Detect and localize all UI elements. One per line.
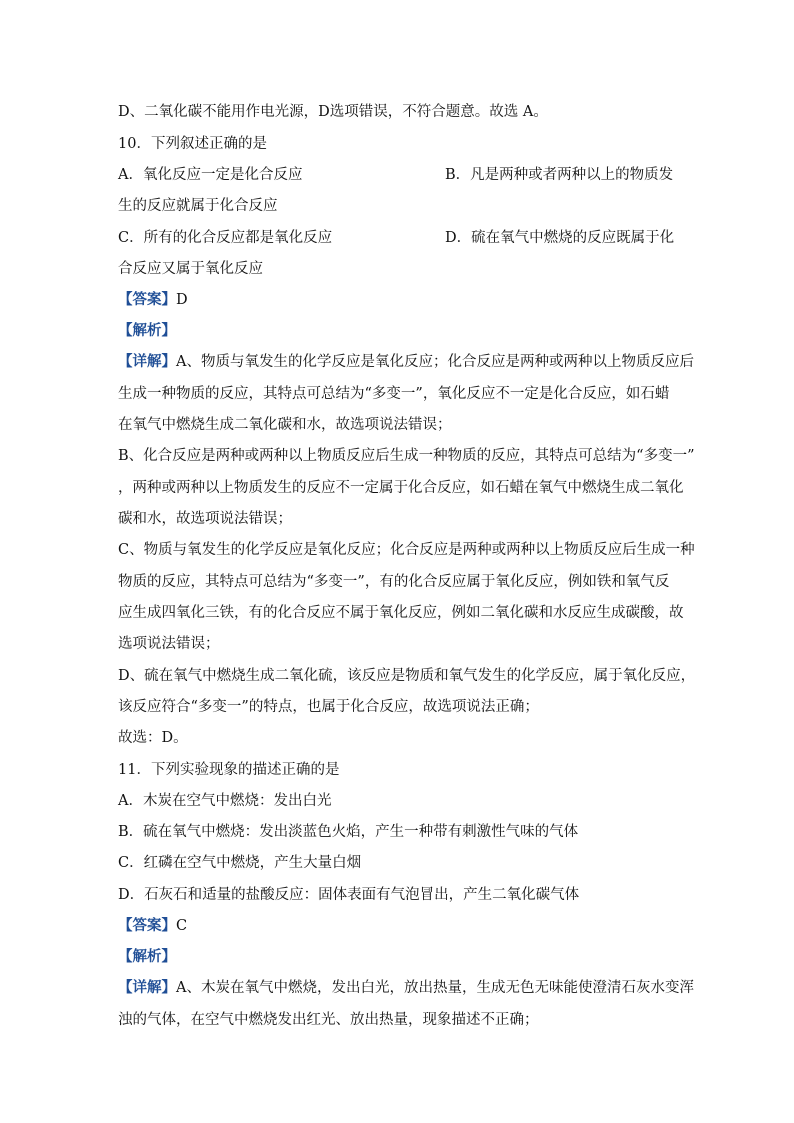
detail-line: 生成一种物质的反应，其特点可总结为“多变一”，氧化反应不一定是化合反应，如石蜡 <box>118 386 670 402</box>
question-11-option-d: D．石灰石和适量的盐酸反应：固体表面有气泡冒出，产生二氧化碳气体 <box>118 887 580 903</box>
answer-line <box>118 916 187 936</box>
detail-line: C、物质与氧发生的化学反应是氧化反应；化合反应是两种或两种以上物质反应后生成一种 <box>118 542 695 558</box>
question-10-option-c: C．所有的化合反应都是氧化反应 <box>118 230 333 246</box>
answer-value: D <box>176 292 188 308</box>
detail-line <box>118 978 694 998</box>
question-10-option-d-cont: 合反应又属于氧化反应 <box>118 261 263 277</box>
detail-label: 【详解】 <box>118 979 176 996</box>
question-10-stem: 10．下列叙述正确的是 <box>118 136 267 152</box>
detail-text: A、物质与氧发生的化学反应是氧化反应；化合反应是两种或两种以上物质反应后 <box>176 354 694 370</box>
answer-label: 【答案】 <box>118 917 176 934</box>
detail-line: 应生成四氧化三铁，有的化合反应不属于氧化反应，例如二氧化碳和水反应生成碳酸，故 <box>118 605 684 621</box>
detail-line: 浊的气体，在空气中燃烧发出红光、放出热量，现象描述不正确； <box>118 1012 539 1028</box>
detail-line: ，两种或两种以上物质发生的反应不一定属于化合反应，如石蜡在氧气中燃烧生成二氧化 <box>118 480 684 496</box>
detail-line: 该反应符合“多变一”的特点，也属于化合反应，故选项说法正确； <box>118 699 539 715</box>
final-answer-line: 故选：D。 <box>118 730 188 746</box>
text-line: D、二氧化碳不能用作电光源，D选项错误，不符合题意。故选 A。 <box>118 104 548 120</box>
answer-label: 【答案】 <box>118 291 176 308</box>
detail-label: 【详解】 <box>118 353 176 370</box>
detail-line: 物质的反应，其特点可总结为“多变一”，有的化合反应属于氧化反应，例如铁和氧气反 <box>118 574 670 590</box>
detail-line <box>118 352 694 372</box>
question-10-option-b: B．凡是两种或者两种以上的物质发 <box>445 167 674 183</box>
detail-line: 在氧气中燃烧生成二氧化碳和水，故选项说法错误； <box>118 417 452 433</box>
detail-line: B、化合反应是两种或两种以上物质反应后生成一种物质的反应，其特点可总结为“多变一” <box>118 448 695 464</box>
question-10-option-a: A．氧化反应一定是化合反应 <box>118 167 303 183</box>
detail-line: 选项说法错误； <box>118 636 220 652</box>
detail-line: 碳和水，故选项说法错误； <box>118 511 292 527</box>
analysis-label: 【解析】 <box>118 322 176 339</box>
analysis-label: 【解析】 <box>118 948 176 965</box>
detail-line: D、硫在氧气中燃烧生成二氧化硫，该反应是物质和氧气发生的化学反应，属于氧化反应， <box>118 668 696 684</box>
question-11-option-a: A．木炭在空气中燃烧：发出白光 <box>118 793 332 809</box>
question-10-option-b-cont: 生的反应就属于化合反应 <box>118 198 278 214</box>
question-11-stem: 11．下列实验现象的描述正确的是 <box>118 762 340 778</box>
question-10-option-d: D．硫在氧气中燃烧的反应既属于化 <box>445 230 675 246</box>
answer-line <box>118 290 188 310</box>
answer-value: C <box>176 918 188 934</box>
question-11-option-b: B．硫在氧气中燃烧：发出淡蓝色火焰，产生一种带有刺激性气味的气体 <box>118 824 579 840</box>
question-11-option-c: C．红磷在空气中燃烧，产生大量白烟 <box>118 855 362 871</box>
detail-text: A、木炭在氧气中燃烧，发出白光，放出热量，生成无色无味能使澄清石灰水变浑 <box>176 980 694 996</box>
